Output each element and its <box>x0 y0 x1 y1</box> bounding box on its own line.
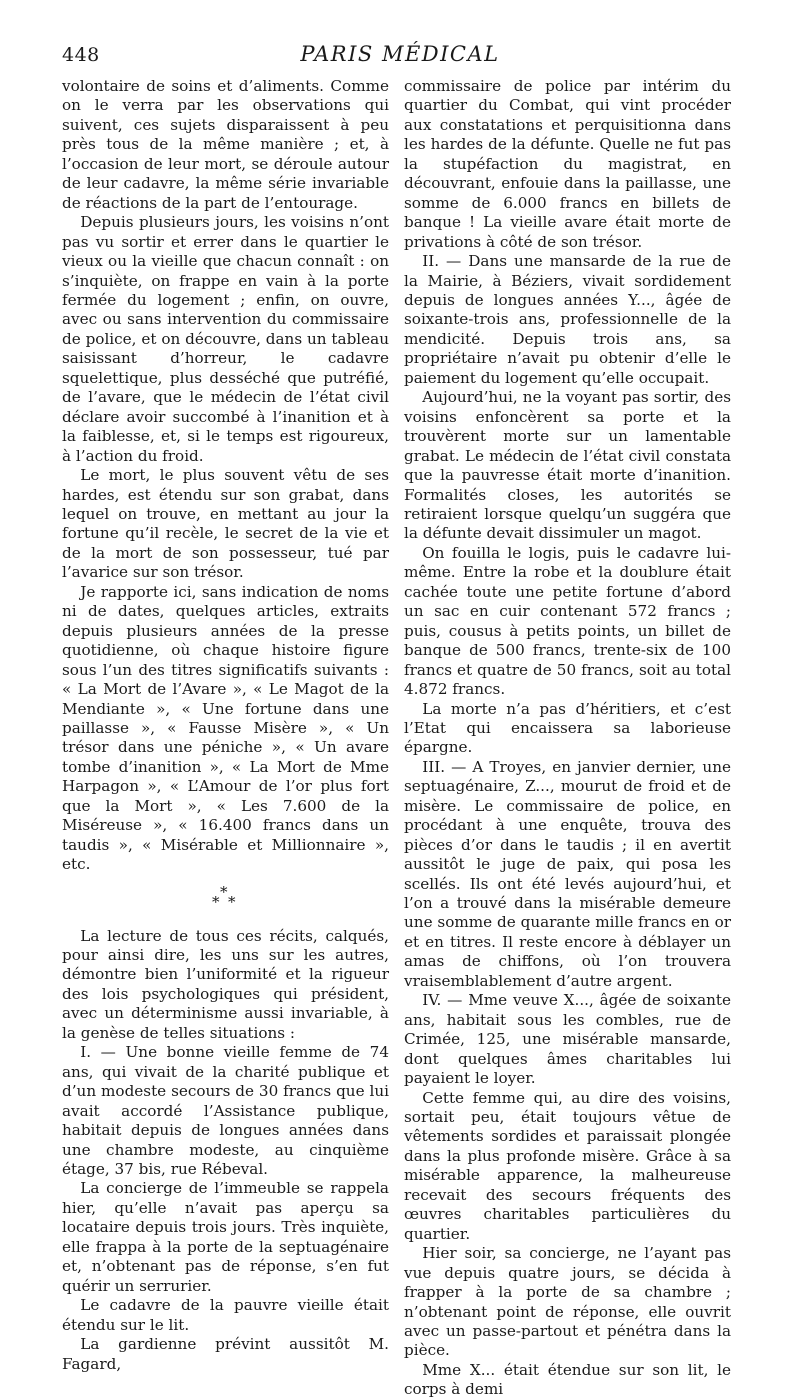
paragraph: Le cadavre de la pauvre vieille était étendu sur le lit. <box>62 1296 389 1334</box>
paragraph: Le mort, le plus souvent vêtu de ses hardes, est étendu sur son grabat, dans lequel on trouve, en mettant au jour la fortune qu’il recèle, le secret de la vie et de la mort de son possesseur, tué par l’avarice sur son trésor. <box>62 466 389 582</box>
paragraph: Hier soir, sa concierge, ne l’ayant pas vue depuis quatre jours, se décida à frapper à la porte de sa chambre ; n’obtenant point de réponse, elle ouvrit avec un passe-partout et pénétra dans la pièce. <box>404 1244 731 1360</box>
paragraph: La gardienne prévint aussitôt M. Fagard, <box>62 1335 389 1373</box>
paragraph: Aujourd’hui, ne la voyant pas sortir, des voisins enfoncèrent sa porte et la trouvèrent morte sur un lamentable grabat. Le médecin de l’état civil constata que la pauvresse était morte d’inanition. Formalités closes, les autorités se retiraient lorsque quelqu’un suggéra que la défunte devait dissimuler un magot. <box>404 388 731 543</box>
paragraph: Cette femme qui, au dire des voisins, sortait peu, était toujours vêtue de vêtements sordides et paraissait plongée dans la plus profonde misère. Grâce à sa misérable apparence, la malheureuse recevait des secours fréquents des œuvres charitables particulières du quartier. <box>404 1088 731 1243</box>
paragraph: La morte n’a pas d’héritiers, et c’est l’Etat qui encaissera sa laborieuse épargne. <box>404 699 731 757</box>
asterisk: * <box>212 892 220 911</box>
paragraph: IV. — Mme veuve X..., âgée de soixante ans, habitait sous les combles, rue de Crimée, 125, une misérable mansarde, dont quelques âmes charitables lui payaient le loyer. <box>404 991 731 1088</box>
running-title: PARIS MÉDICAL <box>300 42 500 66</box>
left-column <box>62 77 389 1374</box>
paragraph: On fouilla le logis, puis le cadavre lui-même. Entre la robe et la doublure était cachée toute une petite fortune d’abord un sac en cuir contenant 572 francs ; puis, cousus à petits points, un billet de banque de 500 francs, trente-six de 100 francs et quatre de 50 francs, soit au total 4.872 francs. <box>404 543 731 699</box>
paragraph: La lecture de tous ces récits, calqués, pour ainsi dire, les uns sur les autres, démontre bien l’uniformité et la rigueur des lois psychologiques qui président, avec un déterminisme aussi invariable, à la genèse de telles situations : <box>62 926 389 1042</box>
asterism-separator <box>62 879 389 919</box>
paragraph: La concierge de l’immeuble se rappela hier, qu’elle n’avait pas aperçu sa locataire depuis trois jours. Très inquiète, elle frappa à la porte de la septuagénaire et, n’obtenant pas de réponse, s’en fut quérir un serrurier. <box>62 1179 389 1295</box>
paragraph: Je rapporte ici, sans indication de noms ni de dates, quelques articles, extraits depuis plusieurs années de la presse quotidienne, où chaque histoire figure sous l’un des titres significatifs suivants : « La Mort de l’Avare », « Le Magot de la Mendiante », « Une fortune dans une paillasse », « Fausse Misère », « Un trésor dans une péniche », « Un avare tombe d’inanition », « La Mort de Mme Harpagon », « L’Amour de l’or plus fort que la Mort », « Les 7.600 de la Miséreuse », « 16.400 francs dans un taudis », « Misérable et Millionnaire », etc. <box>62 582 389 874</box>
right-column <box>404 77 731 1400</box>
page-number: 448 <box>62 44 100 66</box>
paragraph: Depuis plusieurs jours, les voisins n’ont pas vu sortir et errer dans le quartier le vieux ou la vieille que chacun connaît : on s’inquiète, on frappe en vain à la porte fermée du logement ; enfin, on ouvre, avec ou sans intervention du commissaire de police, et on découvre, dans un tableau saisissant d’horreur, le cadavre squelettique, plus desséché que putréfié, de l’avare, que le médecin de l’état civil déclare avoir succombé à l’inanition et à la faiblesse, et, si le temps est rigoureux, à l’action du froid. <box>62 213 389 465</box>
asterisk: * <box>228 892 236 911</box>
paragraph: volontaire de soins et d’aliments. Comme on le verra par les observations qui suivent, ces sujets disparaissent à peu près tous de la même manière ; et, à l’occasion de leur mort, se déroule autour de leur cadavre, la même série invariable de réactions de la part de l’entourage. <box>62 77 389 212</box>
paragraph: commissaire de police par intérim du quartier du Combat, qui vint procéder aux constatations et perquisitionna dans les hardes de la défunte. Quelle ne fut pas la stupéfaction du magistrat, en découvrant, enfouie dans la paillasse, une somme de 6.000 francs en billets de banque ! La vieille avare était morte de privations à côté de son trésor. <box>404 77 731 251</box>
paragraph: Mme X... était étendue sur son lit, le corps à demi <box>404 1360 731 1399</box>
paragraph: II. — Dans une mansarde de la rue de la Mairie, à Béziers, vivait sordidement depuis de longues années Y..., âgée de soixante-trois ans, professionnelle de la mendicité. Depuis trois ans, sa propriétaire n’avait pu obtenir d’elle le paiement du logement qu’elle occupait. <box>404 252 731 387</box>
paragraph: I. — Une bonne vieille femme de 74 ans, qui vivait de la charité publique et d’un modeste secours de 30 francs que lui avait accordé l’Assistance publique, habitait depuis de longues années dans une chambre modeste, au cinquième étage, 37 bis, rue Rébeval. <box>62 1043 389 1179</box>
asterisk: * <box>220 882 228 901</box>
paragraph: III. — A Troyes, en janvier dernier, une septuagénaire, Z..., mourut de froid et de misère. Le commissaire de police, en procédant à une enquête, trouva des pièces d’or dans le taudis ; il en avertit aussitôt le juge de paix, qui posa les scellés. Ils ont été levés aujourd’hui, et l’on a trouvé dans la misérable demeure une somme de quarante mille francs en or et en titres. Il reste encore à déblayer un amas de chiffons, où l’on trouvera vraisemblablement d’autre argent. <box>404 757 731 990</box>
page-header <box>62 40 738 70</box>
